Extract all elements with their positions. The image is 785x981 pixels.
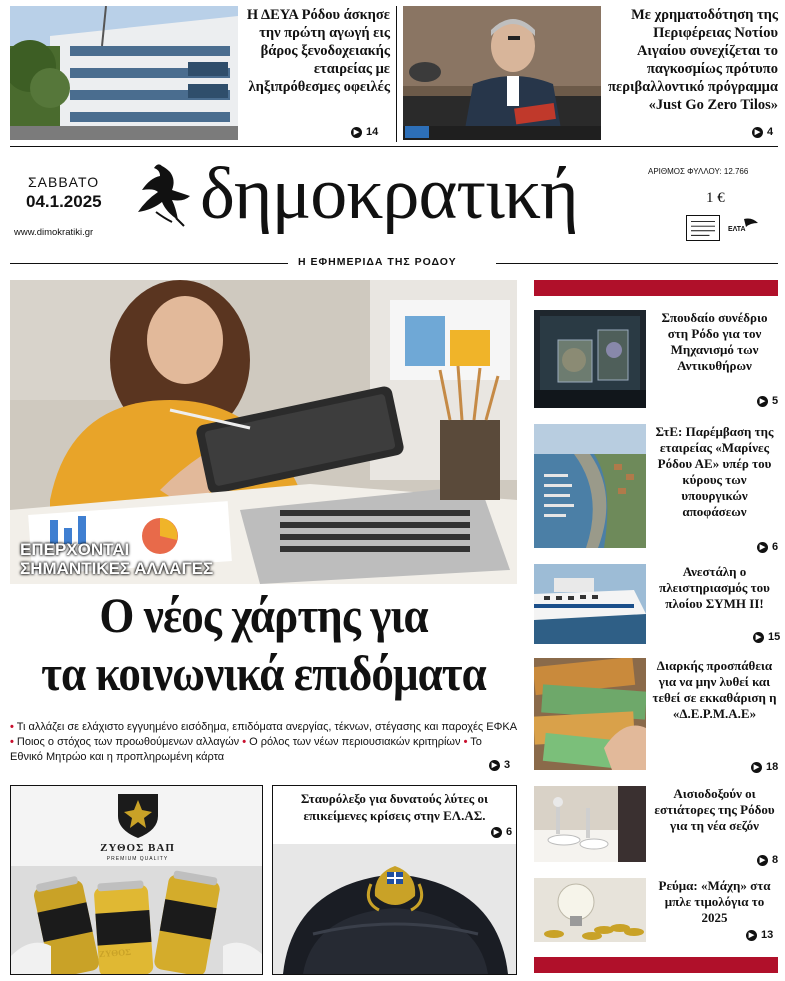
beer-ad-brand: ΖΥΘΟΣ ΒΑΠ <box>100 842 175 854</box>
top-right-headline[interactable]: Με χρηματοδότηση της Περιφέρειας Νοτίου Αιγαίου συνεχίζεται το παγκοσμίως πρότυπο περιβαλλοντικό πρόγραμμα «Just Go Zero Tilos» <box>608 7 778 113</box>
lead-headline[interactable] <box>26 586 500 702</box>
tagline-left-line <box>10 263 288 264</box>
top-left-headline[interactable]: Η ΔΕΥΑ Ρόδου άσκησε την πρώτη αγωγή εις βάρος ξενοδοχειακής εταιρείας με ληξιπρόθεσμες οφειλές <box>246 7 390 95</box>
top-right-photo-official <box>403 6 601 140</box>
arrow-right-circle-icon: ▶ <box>489 760 500 771</box>
arrow-right-circle-icon: ▶ <box>746 930 757 941</box>
beer-ad-artwork <box>11 786 263 975</box>
masthead-website[interactable]: www.dimokratiki.gr <box>14 227 94 238</box>
sidebar-item-2-page-ref: ▶ 6 <box>757 541 778 553</box>
arrow-right-circle-icon: ▶ <box>757 396 768 407</box>
lead-bullet-1: Τι αλλάζει σε ελάχιστο εγγυημένο εισόδημα, επιδόματα ανεργίας, τέκνων, στέγασης και παροχές ΕΦΚΑ <box>16 721 517 733</box>
lead-overlay-line-2: ΣΗΜΑΝΤΙΚΕΣ ΑΛΛΑΓΕΣ <box>20 559 214 578</box>
sidebar-item-6-page-ref: ▶ 13 <box>746 929 773 941</box>
bullet-marker: • <box>242 736 247 748</box>
sidebar-item-3-page-ref: ▶ 15 <box>753 631 780 643</box>
lead-bullet-4: Το Εθνικό Μητρώο και η προπληρωμένη κάρτα <box>10 736 482 763</box>
police-cap-photo <box>273 844 517 974</box>
sidebar-top-red-bar <box>534 280 778 296</box>
sidebar-photo-euro-banknotes <box>534 658 646 770</box>
lead-bullet-summary <box>10 720 517 765</box>
masthead-day: ΣΑΒΒΑΤΟ <box>28 174 100 190</box>
sidebar-item-4-page-ref: ▶ 18 <box>751 761 778 773</box>
top-separator-line <box>10 146 778 147</box>
police-story-headline: Σταυρόλεξο για δυνατούς λύτες οι επικείμενες κρίσεις στην ΕΛ.ΑΣ. <box>300 791 489 823</box>
masthead-price: 1 € <box>706 190 725 206</box>
sidebar-item-4-text[interactable]: Διαρκής προσπάθεια για να μην λυθεί και τεθεί σε εκκαθάριση η «Δ.Ε.Ρ.Μ.Α.Ε» <box>652 658 777 721</box>
sidebar-photo-restaurant <box>534 786 646 862</box>
bullet-marker: • <box>10 736 14 748</box>
lead-headline-line-1: Ο νέος χάρτης για <box>99 587 428 643</box>
bullet-marker: • <box>10 721 14 733</box>
top-left-page-ref: ▶ 14 <box>351 126 378 138</box>
tagline-right-line <box>496 263 778 264</box>
arrow-right-circle-icon: ▶ <box>491 827 502 838</box>
masthead-postal-stamp <box>686 215 720 241</box>
arrow-right-circle-icon: ▶ <box>751 762 762 773</box>
elta-label: ΕΛΤΑ <box>728 226 746 233</box>
top-right-page-ref: ▶ 4 <box>752 126 773 138</box>
police-story-box[interactable] <box>272 785 517 975</box>
masthead-issue-number: ΑΡΙΘΜΟΣ ΦΥΛΛΟΥ: 12.766 <box>648 167 749 176</box>
police-story-page-ref: ▶ 6 <box>491 826 512 838</box>
lead-photo-tablet-woman <box>10 280 517 584</box>
sidebar-bottom-red-bar <box>534 957 778 973</box>
top-left-photo-building <box>10 6 238 140</box>
elta-logo <box>724 215 764 241</box>
sidebar-item-6-text[interactable]: Ρεύμα: «Μάχη» στα μπλε τιμολόγια το 2025 <box>658 878 771 925</box>
masthead-dove-logo-icon <box>132 160 192 230</box>
beer-can-label: ΖΥΘΟΣ <box>98 946 132 960</box>
lead-headline-line-2: τα κοινωνικά επιδόματα <box>41 645 486 701</box>
sidebar-photo-ship <box>534 564 646 644</box>
arrow-right-circle-icon: ▶ <box>757 542 768 553</box>
arrow-right-circle-icon: ▶ <box>351 127 362 138</box>
sidebar-photo-marina <box>534 424 646 548</box>
lead-page-ref: ▶ 3 <box>489 759 510 771</box>
masthead-tagline: Η ΕΦΗΜΕΡΙΔΑ ΤΗΣ ΡΟΔΟΥ <box>298 256 457 268</box>
sidebar-photo-lightbulb-coins <box>534 878 646 942</box>
masthead-date: 04.1.2025 <box>26 192 102 211</box>
sidebar-item-5-text[interactable]: Αισιοδοξούν οι εστιάτορες της Ρόδου για τη νέα σεζόν <box>654 786 775 833</box>
arrow-right-circle-icon: ▶ <box>753 632 764 643</box>
top-column-divider <box>396 6 397 142</box>
sidebar-item-1-page-ref: ▶ 5 <box>757 395 778 407</box>
lead-overlay-line-1: ΕΠΕΡΧΟΝΤΑΙ <box>20 540 130 559</box>
sidebar-item-3-text[interactable]: Ανεστάλη ο πλειστηριασμός του πλοίου ΣΥΜΗ ΙΙ! <box>659 564 770 611</box>
masthead-title: δημοκρατική <box>200 153 578 235</box>
sidebar-photo-antikythera <box>534 310 646 408</box>
arrow-right-circle-icon: ▶ <box>757 855 768 866</box>
beer-advertisement[interactable] <box>10 785 263 975</box>
lead-bullet-2: Ποιος ο στόχος των προωθούμενων αλλαγών <box>16 736 240 748</box>
sidebar-item-1-text[interactable]: Σπουδαίο συνέδριο στη Ρόδο για τον Μηχανισμό των Αντικυθήρων <box>661 310 768 373</box>
sidebar-item-5-page-ref: ▶ 8 <box>757 854 778 866</box>
lead-bullet-3: Ο ρόλος των νέων περιουσιακών κριτηρίων <box>249 736 461 748</box>
lead-overlay-label <box>20 540 213 578</box>
sidebar-item-2-text[interactable]: ΣτΕ: Παρέμβαση της εταιρείας «Μαρίνες Ρόδου ΑΕ» υπέρ του κύρους των υπουργικών αποφάσεων <box>655 424 774 519</box>
arrow-right-circle-icon: ▶ <box>752 127 763 138</box>
beer-ad-subtitle: PREMIUM QUALITY <box>106 856 169 862</box>
bullet-marker: • <box>463 736 468 748</box>
